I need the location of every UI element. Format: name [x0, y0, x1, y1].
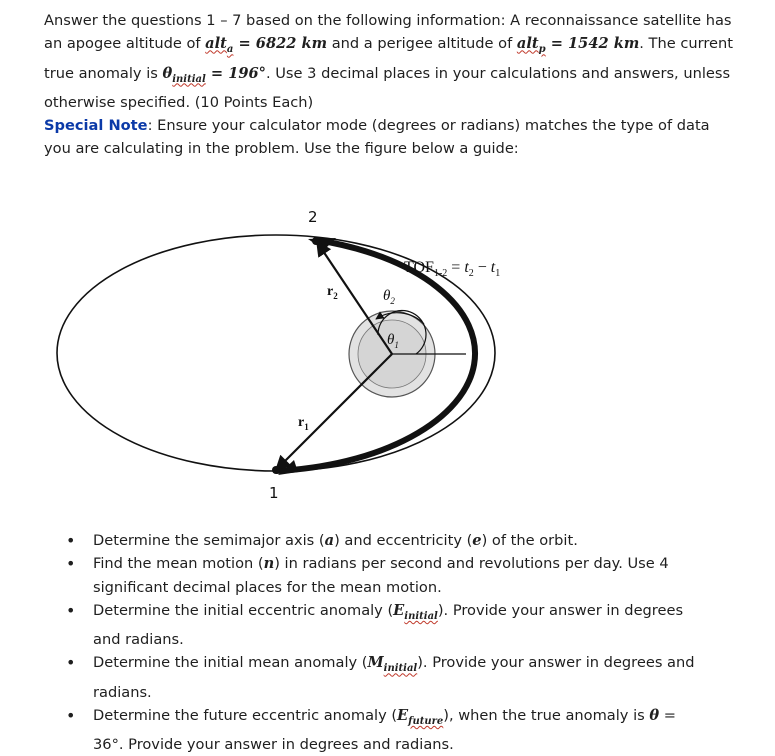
special-note-text: : Ensure your calculator mode (degrees or radians) matches the type of data you are calculating in the problem. Use the figure below a guide:: [44, 117, 710, 158]
point-1-marker: [272, 466, 280, 474]
question-5: • Determine the future eccentric anomaly $(E_{future})$, when the true anomaly is θ = 36°. Provide your answer in degrees and radians.: [62, 704, 702, 756]
intro-text-4: . Use 3 decimal places in your calculations and answers, unless otherwise specified. (10 Points Each): [44, 64, 731, 112]
intro-paragraph: [44, 9, 734, 114]
intro-text-3: . The current true anomaly is: [44, 35, 733, 82]
intro-text-2: and a perigee altitude of: [327, 35, 517, 53]
point-2-label: 2: [308, 208, 318, 226]
question-list: [62, 529, 702, 756]
question-4: • Determine the initial mean anomaly $(M_{initial})$. Provide your answer in degrees and radians.: [62, 651, 702, 704]
special-note-label: Special Note: [44, 117, 148, 134]
apogee-altitude: alt$_a$ = 6822 km: [205, 35, 328, 56]
point-1-label: 1: [269, 484, 279, 502]
initial-true-anomaly: $\theta_{initial} = 196^\circ$: [162, 64, 266, 85]
r2-label: $r_2$: [327, 284, 338, 301]
transfer-arrow-tip-bottom: [278, 460, 298, 475]
perigee-altitude: alt$_p$ = 1542 km: [516, 35, 640, 56]
point-2-marker: [312, 237, 320, 245]
theta1-label: $\theta_1$: [387, 332, 399, 350]
theta2-label: $\theta_2$: [383, 288, 395, 306]
special-note: [44, 114, 734, 161]
intro-text-1: Answer the questions 1 – 7 based on the following information: A reconnaissance satellite has an apogee altitude of: [44, 12, 732, 53]
orbit-figure: [40, 190, 580, 510]
tof-label: $TOF_{1-2} = t_2 - t_1$: [404, 259, 501, 279]
question-2: • Find the mean motion (n) in radians per second and revolutions per day. Use 4 significant decimal places for the mean motion.: [62, 552, 702, 599]
question-1: • Determine the semimajor axis (a) and eccentricity (e) of the orbit.: [62, 529, 702, 552]
question-3: • Determine the initial eccentric anomaly $(E_{initial})$. Provide your answer in degrees and radians.: [62, 599, 702, 652]
r1-label: $r_1$: [298, 415, 309, 432]
